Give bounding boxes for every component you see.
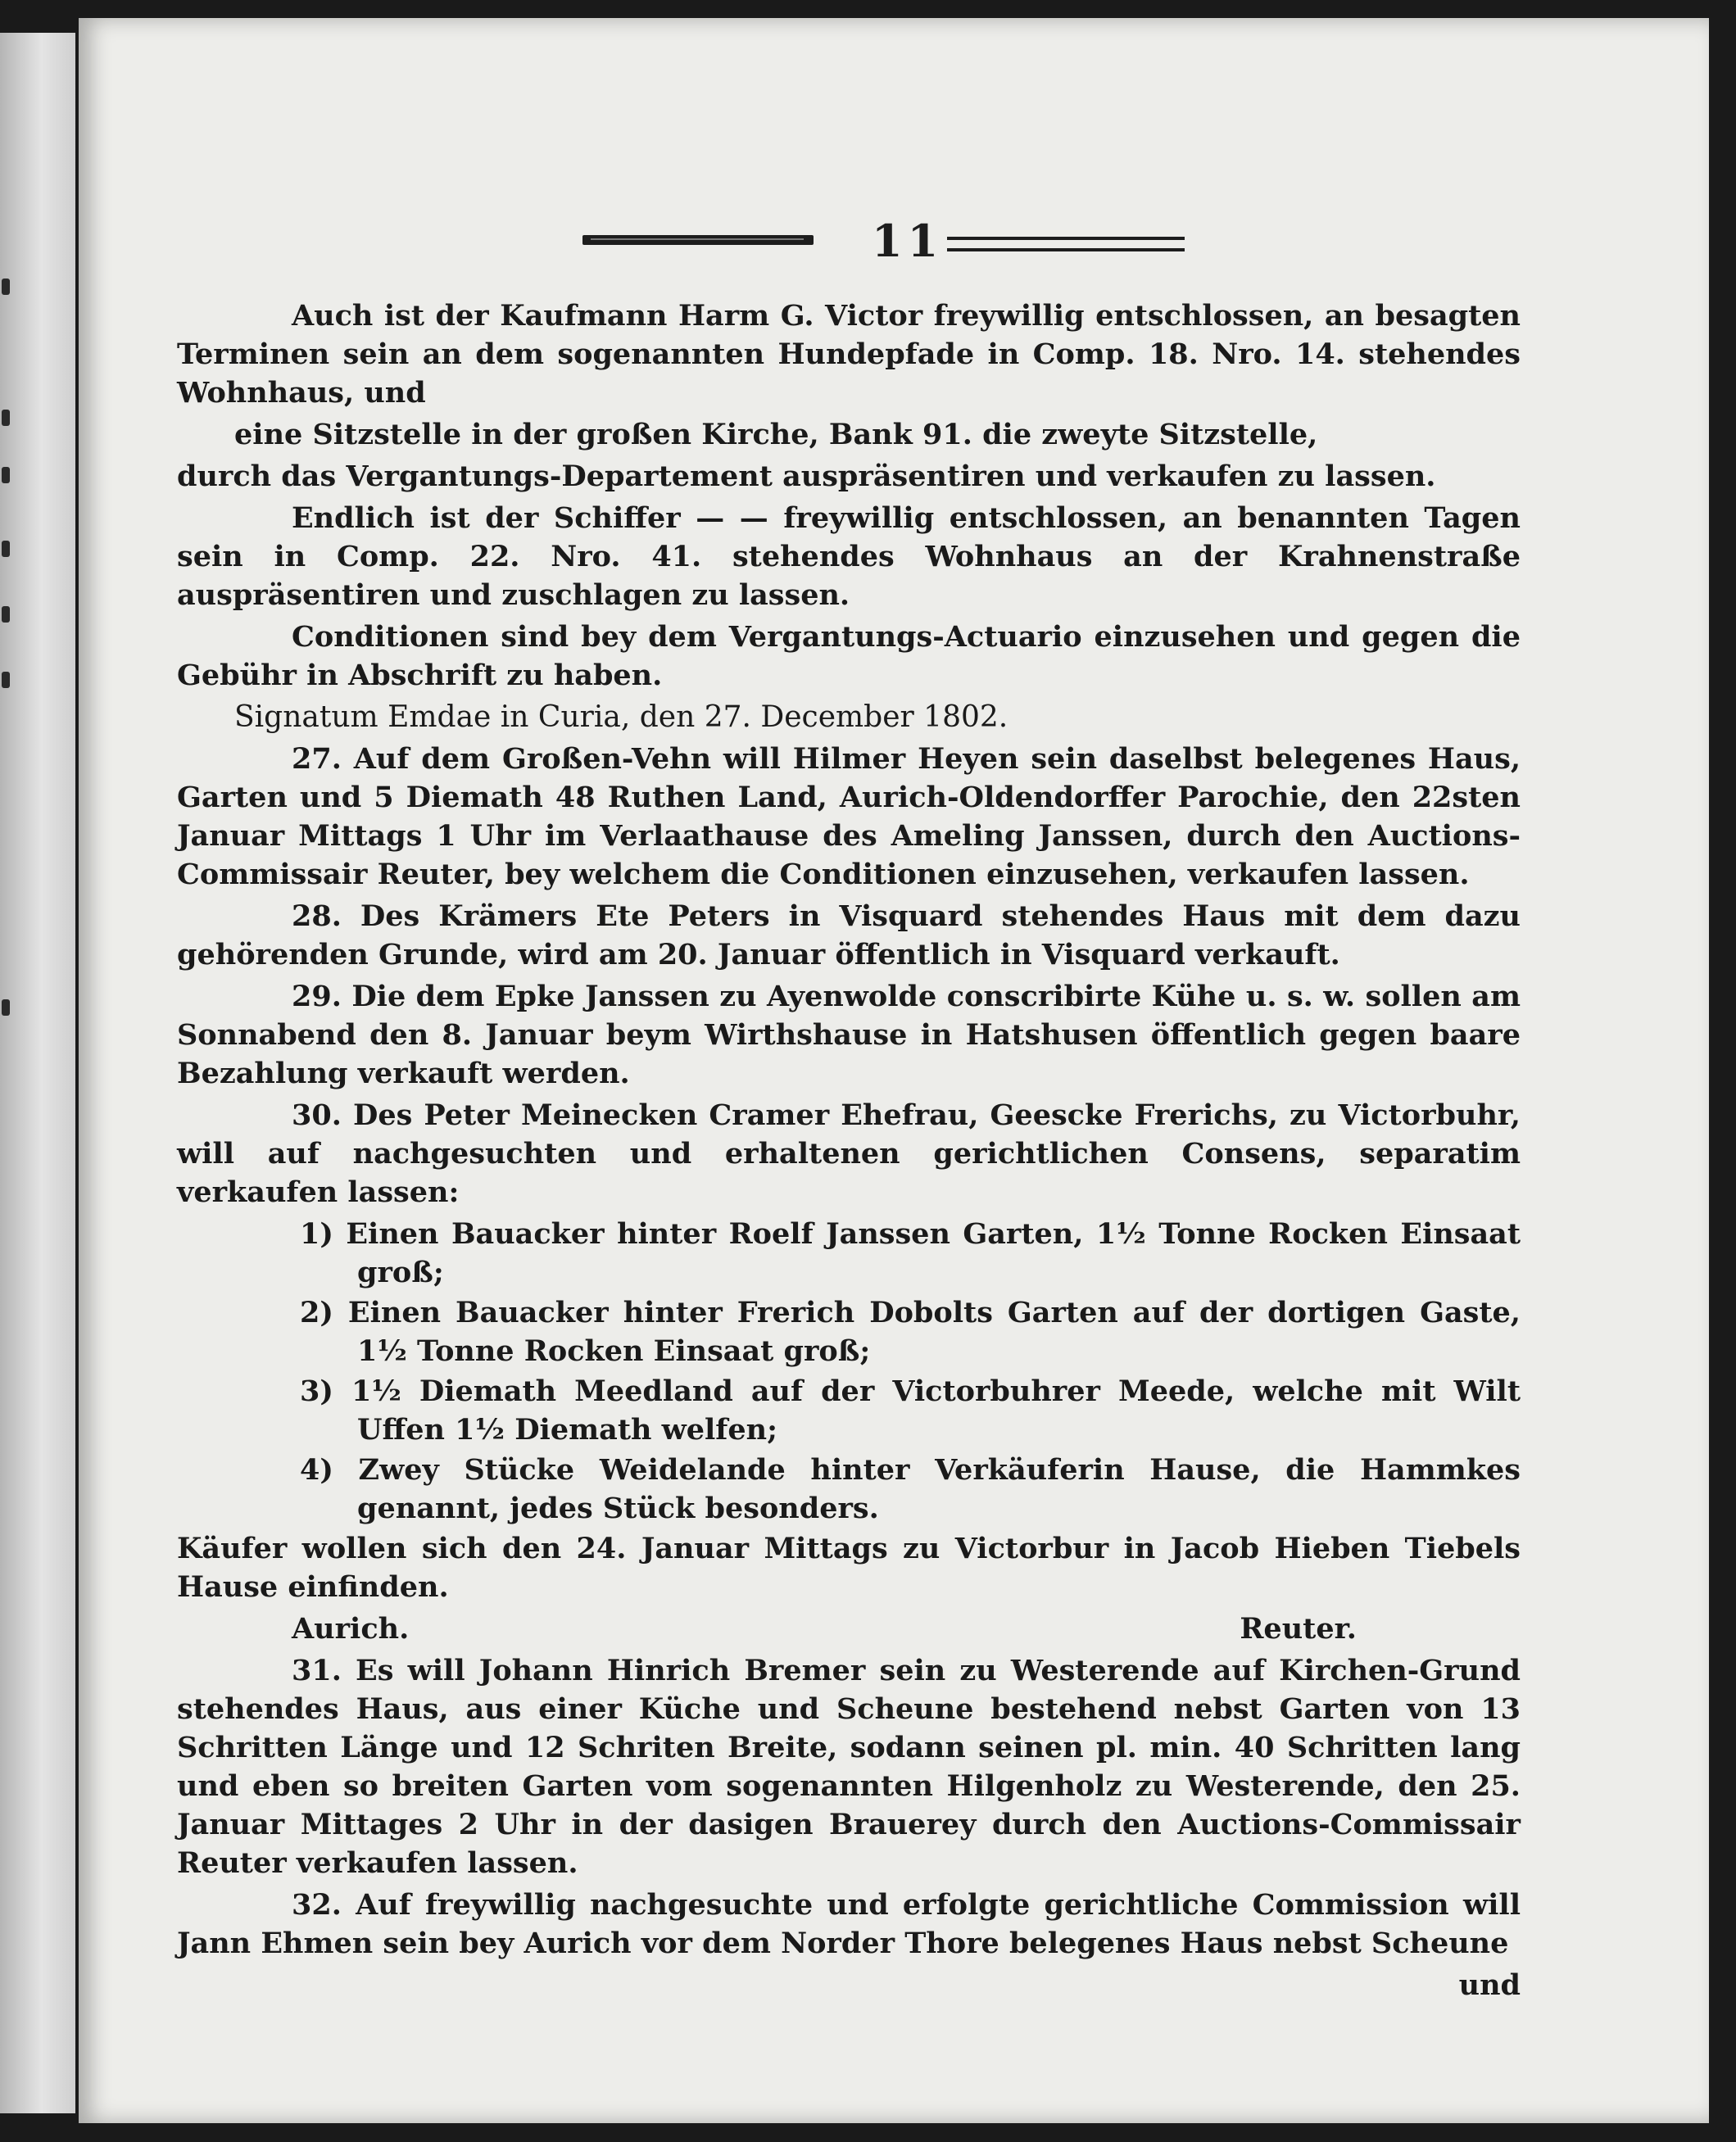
- signature-row: [177, 1610, 1521, 1648]
- list-item: 2) Einen Bauacker hinter Frerich Dobolts Garten auf der dortigen Gaste, 1½ Tonne Rocken Einsaat groß;: [300, 1296, 1521, 1368]
- catchword: und: [1458, 1968, 1521, 2002]
- paragraph: Auch ist der Kaufmann Harm G. Victor freywillig entschlossen, an besagten Terminen sein an dem sogenannten Hundepfade in Comp. 18. Nro. 14. stehendes Wohnhaus, und: [177, 299, 1521, 410]
- paragraph: Endlich ist der Schiffer — — freywillig entschlossen, an benannten Tagen sein in Comp. 22. Nro. 41. stehendes Wohnhaus an der Krahnenstraße auspräsentiren und zuschlagen zu lassen.: [177, 501, 1521, 612]
- signature-name: Reuter.: [1240, 1612, 1357, 1646]
- header-rule-right: [947, 237, 1185, 251]
- edge-mark: [2, 672, 10, 688]
- edge-mark: [2, 606, 10, 623]
- adjacent-page-edge: [0, 33, 75, 2113]
- paragraph: durch das Vergantungs-Departement auspräsentiren und verkaufen zu lassen.: [177, 460, 1436, 493]
- page-header: [505, 211, 1201, 268]
- paragraph: Conditionen sind bey dem Vergantungs-Actuario einzusehen und gegen die Gebühr in Abschrift zu haben.: [177, 620, 1521, 692]
- signature-line: Signatum Emdae in Curia, den 27. December 1802.: [234, 700, 1009, 734]
- list-item: 4) Zwey Stücke Weidelande hinter Verkäuferin Hause, die Hammkes genannt, jedes Stück besonders.: [300, 1453, 1521, 1525]
- list-item: 1) Einen Bauacker hinter Roelf Janssen Garten, 1½ Tonne Rocken Einsaat groß;: [300, 1217, 1521, 1289]
- document-page: [79, 18, 1709, 2123]
- page-number: 11: [872, 215, 944, 267]
- edge-mark: [2, 467, 10, 483]
- list-item: 3) 1½ Diemath Meedland auf der Victorbuhrer Meede, welche mit Wilt Uffen 1½ Diemath welfen;: [300, 1374, 1521, 1447]
- entry-27: 27. Auf dem Großen-Vehn will Hilmer Heyen sein daselbst belegenes Haus, Garten und 5 Diemath 48 Ruthen Land, Aurich-Oldendorffer Parochie, den 22sten Januar Mittags 1 Uhr im Verlaathause des Ameling Janssen, durch den Auctions-Commissair Reuter, bey welchem die Conditionen einzusehen, verkaufen lassen.: [177, 742, 1521, 891]
- paragraph: Käufer wollen sich den 24. Januar Mittags zu Victorbur in Jacob Hieben Tiebels Hause einfinden.: [177, 1532, 1521, 1604]
- edge-mark: [2, 279, 10, 295]
- header-rule-left: [582, 235, 814, 245]
- edge-mark: [2, 541, 10, 557]
- signature-place: Aurich.: [292, 1612, 410, 1646]
- edge-mark: [2, 999, 10, 1016]
- edge-mark: [2, 410, 10, 426]
- entry-29: 29. Die dem Epke Janssen zu Ayenwolde conscribirte Kühe u. s. w. sollen am Sonnabend den 8. Januar beym Wirthshause in Hatshusen öffentlich gegen baare Bezahlung verkauft werden.: [177, 980, 1521, 1090]
- entry-31: 31. Es will Johann Hinrich Bremer sein zu Westerende auf Kirchen-Grund stehendes Haus, aus einer Küche und Scheune bestehend nebst Garten von 13 Schritten Länge und 12 Schriten Breite, sodann seinen pl. min. 40 Schritten lang und eben so breiten Garten vom sogenannten Hilgenholz zu Westerende, den 25. Januar Mittages 2 Uhr in der dasigen Brauerey durch den Auctions-Commissair Reuter verkaufen lassen.: [177, 1654, 1521, 1880]
- entry-32: 32. Auf freywillig nachgesuchte und erfolgte gerichtliche Commission will Jann Ehmen sein bey Aurich vor dem Norder Thore belegenes Haus nebst Scheune: [177, 1888, 1521, 1960]
- page-body: [177, 297, 1521, 2008]
- entry-28: 28. Des Krämers Ete Peters in Visquard stehendes Haus mit dem dazu gehörenden Grunde, wird am 20. Januar öffentlich in Visquard verkauft.: [177, 899, 1521, 971]
- paragraph: eine Sitzstelle in der großen Kirche, Bank 91. die zweyte Sitzstelle,: [234, 418, 1318, 451]
- entry-30: 30. Des Peter Meinecken Cramer Ehefrau, Geescke Frerichs, zu Victorbuhr, will auf nachgesuchten und erhaltenen gerichtlichen Consens, separatim verkaufen lassen:: [177, 1098, 1521, 1209]
